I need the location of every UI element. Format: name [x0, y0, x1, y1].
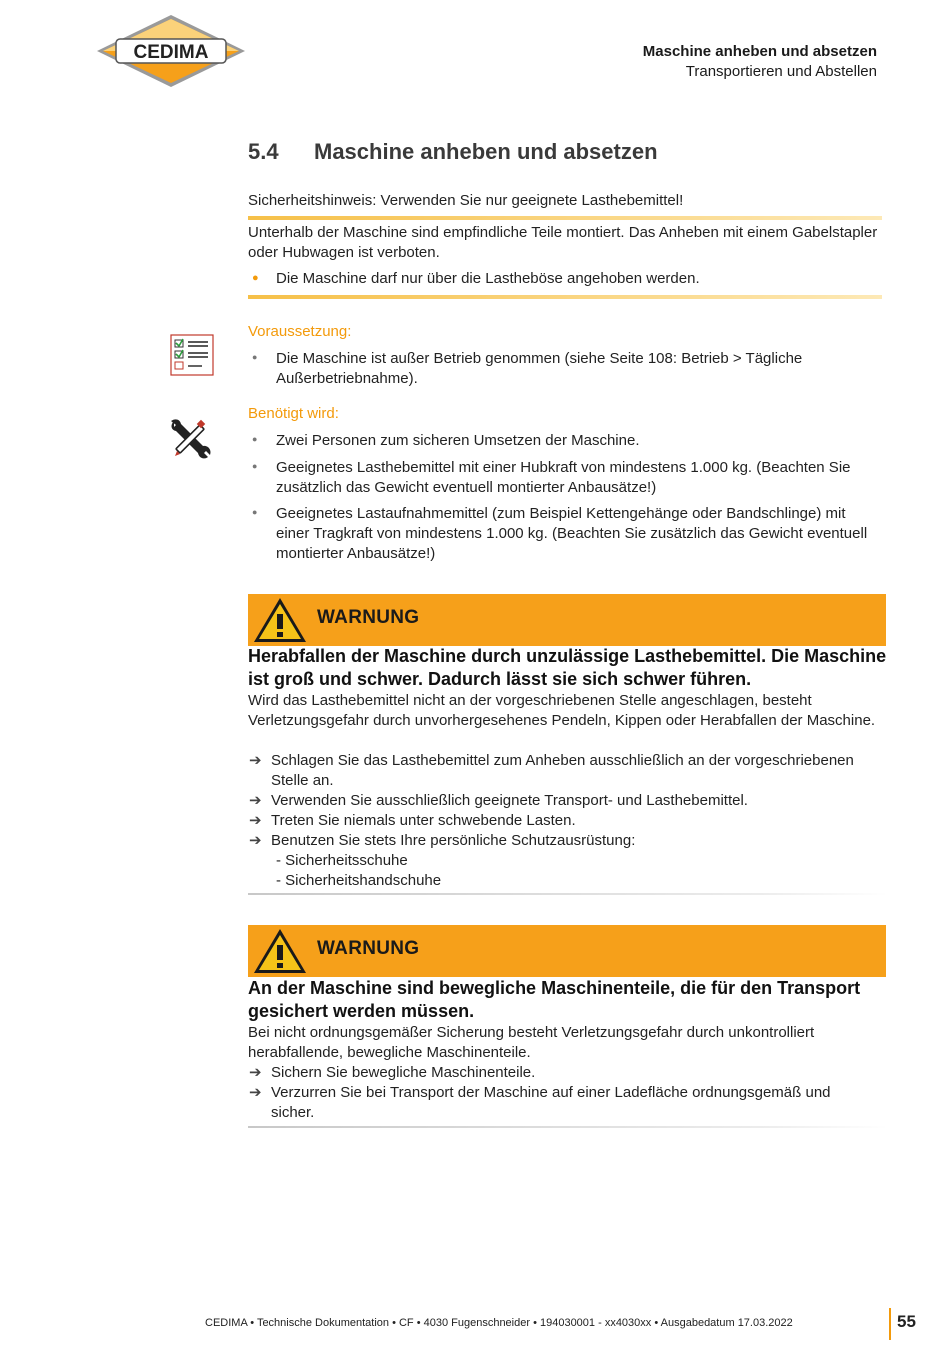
warning-label: WARNUNG [317, 607, 420, 628]
arrow-icon: ➔ [249, 792, 262, 809]
arrow-icon: ➔ [249, 1084, 262, 1101]
page-number: 55 [897, 1312, 916, 1331]
required-label: Benötigt wird: [248, 405, 339, 422]
bullet-dot: ● [252, 434, 258, 444]
warning-action: Benutzen Sie stets Ihre persönliche Schutzausrüstung: [271, 832, 636, 849]
bullet-dot: ● [252, 461, 258, 471]
header-title: Maschine anheben und absetzen [642, 43, 877, 60]
warning-banner [248, 594, 886, 646]
prerequisite-item: Die Maschine ist außer Betrieb genommen (siehe Seite 108: Betrieb > Tägliche Außerbetriebnahme). [276, 350, 803, 387]
arrow-icon: ➔ [249, 812, 262, 829]
arrow-icon: ➔ [249, 832, 262, 849]
warning-headline: An der Maschine sind bewegliche Maschinenteile, die für den Transport gesichert werden müssen. [248, 978, 861, 1021]
warning-text: Wird das Lasthebemittel nicht an der vorgeschriebenen Stelle angeschlagen, besteht Verletzungsgefahr durch unvorhergesehenes Pendeln, Kippen oder Herabfallen der Maschine. [248, 692, 876, 729]
bullet-dot: ● [252, 507, 258, 517]
warning-action: Verzurren Sie bei Transport der Maschine auf einer Ladefläche ordnungsgemäß und sicher. [271, 1084, 831, 1121]
warning-triangle-icon [252, 596, 308, 644]
tools-icon [168, 416, 214, 462]
arrow-icon: ➔ [249, 752, 262, 769]
warning-action: Verwenden Sie ausschließlich geeignete Transport- und Lasthebemittel. [271, 792, 748, 809]
prerequisite-label: Voraussetzung: [248, 323, 352, 340]
warning-banner [248, 925, 886, 977]
warning-headline: Herabfallen der Maschine durch unzulässige Lasthebemittel. Die Maschine ist groß und schwer. Dadurch lässt sie sich schwer führen. [248, 646, 887, 689]
warning-label: WARNUNG [317, 938, 420, 959]
safety-note-bullet: Die Maschine darf nur über die Lastheböse angehoben werden. [276, 270, 700, 287]
header-subtitle: Transportieren und Abstellen [685, 63, 877, 80]
warning-action: Schlagen Sie das Lasthebemittel zum Anheben ausschließlich an der vorgeschriebenen Stelle an. [271, 752, 854, 789]
required-item: Geeignetes Lastaufnahmemittel (zum Beispiel Kettengehänge oder Bandschlinge) mit einer Tragkraft von mindestens 1.000 kg. (Beachten Sie zusätzlich das Gewicht eventuell montierter Anbausätze!) [276, 505, 868, 562]
required-item: Zwei Personen zum sicheren Umsetzen der Maschine. [276, 432, 640, 449]
safety-note-title: Sicherheitshinweis: Verwenden Sie nur geeignete Lasthebemittel! [248, 192, 684, 209]
section-title: Maschine anheben und absetzen [314, 139, 658, 164]
footer-divider [889, 1308, 891, 1340]
checklist-icon [170, 334, 214, 376]
safety-note-text: Unterhalb der Maschine sind empfindliche Teile montiert. Das Anheben mit einem Gabelstapler oder Hubwagen ist verboten. [248, 224, 878, 261]
warning-subitem: - Sicherheitshandschuhe [276, 872, 442, 889]
warning-text: Bei nicht ordnungsgemäßer Sicherung besteht Verletzungsgefahr durch unkontrolliert herabfallende, bewegliche Maschinenteile. [248, 1024, 815, 1061]
cedima-logo [96, 14, 246, 88]
bullet-dot: ● [252, 272, 259, 284]
footer-text: CEDIMA • Technische Dokumentation • CF • 4030 Fugenschneider • 194030001 - xx4030xx • Ausgabedatum 17.03.2022 [205, 1317, 793, 1329]
safety-note-bottom-bar [248, 295, 882, 299]
safety-note-top-bar [248, 216, 882, 220]
section-number: 5.4 [248, 139, 279, 164]
warning-divider [248, 1126, 888, 1128]
bullet-dot: ● [252, 352, 258, 362]
warning-triangle-icon [252, 927, 308, 975]
logo-text: CEDIMA [133, 42, 209, 63]
required-item: Geeignetes Lasthebemittel mit einer Hubkraft von mindestens 1.000 kg. (Beachten Sie zusätzlich das Gewicht eventuell montierter Anbausätze!) [276, 459, 851, 496]
warning-divider [248, 893, 888, 895]
warning-action: Sichern Sie bewegliche Maschinenteile. [271, 1064, 536, 1081]
warning-action: Treten Sie niemals unter schwebende Lasten. [271, 812, 576, 829]
arrow-icon: ➔ [249, 1064, 262, 1081]
warning-subitem: - Sicherheitsschuhe [276, 852, 408, 869]
